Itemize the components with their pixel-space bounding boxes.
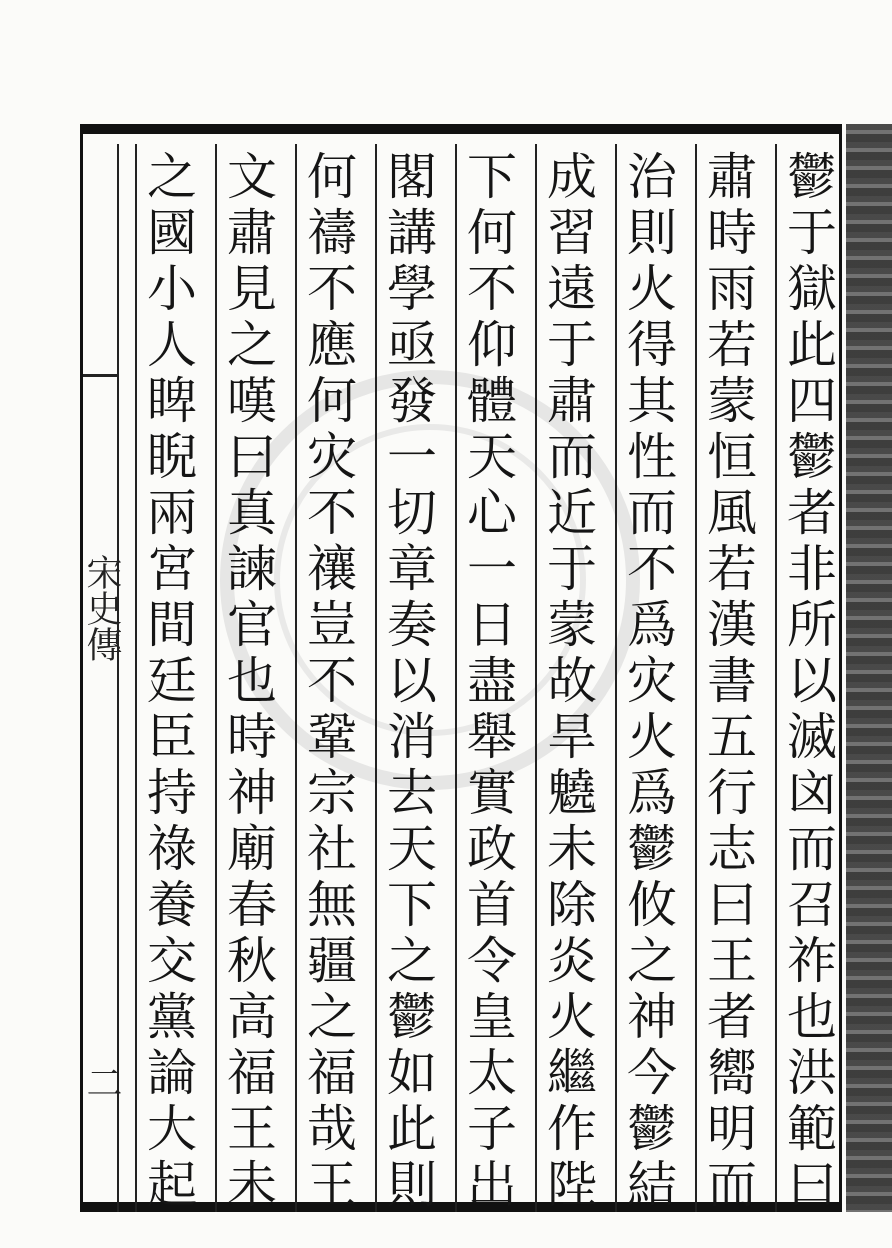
margin-title: 宋史傳 (81, 554, 122, 662)
page-edge (846, 124, 892, 1212)
column-text: 閣講學亟發一切章奏以消去天下之鬱如此則 (379, 150, 437, 1214)
column-text: 治則火得其性而不爲灾火爲鬱攸之神今鬱結 (619, 150, 677, 1214)
text-column-6 (375, 144, 439, 1212)
column-text: 下何不仰體天心一日盡舉實政首令皇太子出 (459, 150, 517, 1214)
text-column-5 (455, 144, 519, 1212)
margin-strip (81, 144, 122, 1212)
text-column-9 (135, 144, 199, 1212)
column-text: 鬱于獄此四鬱者非所以滅㓙而召祚也洪範曰 (779, 150, 837, 1214)
text-column-3 (615, 144, 679, 1212)
column-text: 肅時雨若蒙恒風若漢書五行志曰王者嚮明而 (699, 150, 757, 1214)
text-column-1 (775, 144, 839, 1212)
text-column-4 (535, 144, 599, 1212)
print-frame (80, 124, 842, 1212)
column-text: 成習遠于肅而近于蒙故旱䰫未除炎火繼作陛 (539, 150, 597, 1214)
text-column-8 (215, 144, 279, 1212)
column-text: 何禱不應何灾不禳豈不鞏宗社無疆之福哉王 (299, 150, 357, 1214)
fishtail-mark (83, 374, 119, 377)
column-text: 文肅見之嘆曰真諫官也時神廟春秋高福王未 (219, 150, 277, 1214)
text-column-7 (295, 144, 359, 1212)
text-column-2 (695, 144, 759, 1212)
column-text: 之國小人睥睨兩宮間廷臣持祿養交黨論大起 (139, 150, 197, 1214)
folio-number: 二 (81, 1064, 122, 1100)
